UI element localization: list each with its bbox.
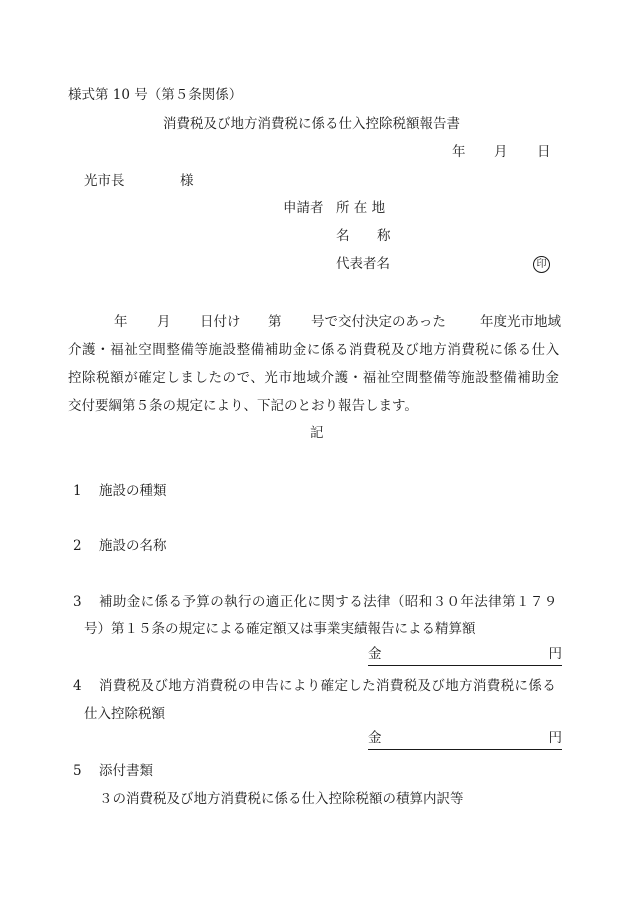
applicant-address-label: 所 在 地 xyxy=(336,200,386,216)
item-2-number: 2 xyxy=(73,538,82,554)
item-4-amount-field[interactable] xyxy=(368,732,562,750)
item-3-continuation: 号）第１５条の規定による確定額又は事業実績報告による精算額 xyxy=(84,621,476,637)
item-4-continuation: 仕入控除税額 xyxy=(84,706,165,722)
document-title: 消費税及び地方消費税に係る仕入控除税額報告書 xyxy=(163,116,460,132)
body-line-1-month: 月 xyxy=(157,314,171,330)
body-line-1-date: 日付け xyxy=(200,314,241,330)
applicant-name-label-a: 名 xyxy=(336,228,350,244)
item-3-yen: 円 xyxy=(548,646,562,662)
item-1-number: 1 xyxy=(73,483,82,499)
applicant-label: 申請者 xyxy=(283,200,324,216)
body-line-1-dai: 第 xyxy=(268,314,282,330)
applicant-name-label-b: 称 xyxy=(377,228,391,244)
body-line-1-year: 年 xyxy=(114,314,128,330)
item-3-label: 補助金に係る予算の執行の適正化に関する法律（昭和３０年法律第１７９ xyxy=(99,594,558,610)
item-5-label: 添付書類 xyxy=(99,763,153,779)
body-line-4: 交付要綱第５条の規定により、下記のとおり報告します。 xyxy=(68,398,418,414)
item-3-amount-field[interactable] xyxy=(368,648,562,666)
item-1-label: 施設の種類 xyxy=(99,483,167,499)
item-4-number: 4 xyxy=(73,678,82,694)
body-line-1-fiscal: 年度光市地域 xyxy=(480,314,561,330)
body-line-3: 控除税額が確定しましたので、光市地域介護・福祉空間整備等施設整備補助金 xyxy=(68,370,560,386)
item-4-kin: 金 xyxy=(368,730,382,746)
date-month: 月 xyxy=(494,144,508,160)
item-4-label: 消費税及び地方消費税の申告により確定した消費税及び地方消費税に係る xyxy=(99,678,557,694)
body-line-1-decision: 号で交付決定のあった xyxy=(311,314,446,330)
date-year: 年 xyxy=(452,144,466,160)
date-day: 日 xyxy=(537,144,551,160)
ki-heading: 記 xyxy=(310,425,324,441)
item-3-kin: 金 xyxy=(368,646,382,662)
body-line-2: 介護・福祉空間整備等施設整備補助金に係る消費税及び地方消費税に係る仕入 xyxy=(68,342,560,358)
item-5-number: 5 xyxy=(73,763,82,779)
item-2-label: 施設の名称 xyxy=(99,538,167,554)
addressee-name: 光市長 xyxy=(84,173,125,189)
item-5-attachment: ３の消費税及び地方消費税に係る仕入控除税額の積算内訳等 xyxy=(99,791,464,807)
seal-mark-icon: 印 xyxy=(533,256,550,273)
item-3-number: 3 xyxy=(73,594,82,610)
form-number: 様式第 10 号（第５条関係） xyxy=(68,87,243,103)
item-4-yen: 円 xyxy=(548,730,562,746)
applicant-representative-label: 代表者名 xyxy=(336,256,390,272)
addressee-honorific: 様 xyxy=(180,173,194,189)
